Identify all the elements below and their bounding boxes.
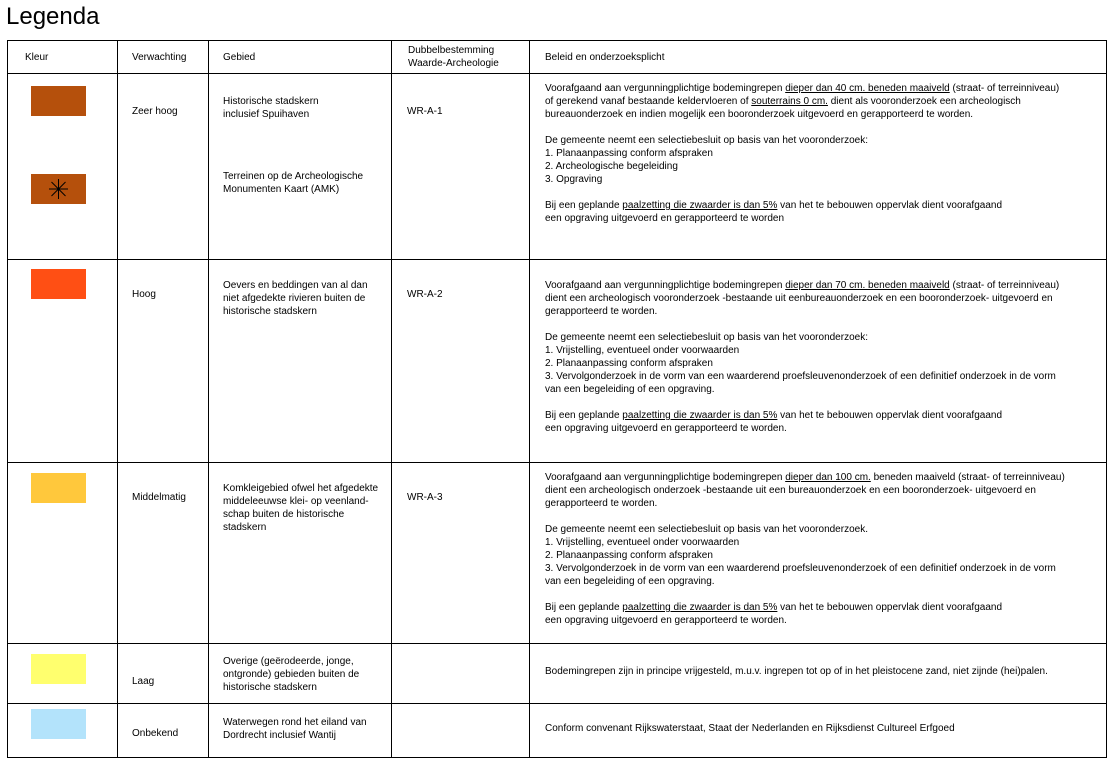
verwachting-label: Middelmatig — [132, 492, 186, 503]
gebied-text — [223, 482, 378, 534]
beleid-cell — [530, 74, 1107, 260]
table-row-hoog — [8, 260, 1107, 463]
gebied-text — [223, 655, 359, 694]
color-swatch-laag — [31, 654, 86, 684]
list-item: van een begeleiding of een opgraving. — [545, 384, 715, 395]
gebied-line: historische stadskern — [223, 306, 317, 317]
beleid-cell — [530, 704, 1107, 758]
kleur-cell — [8, 704, 118, 758]
text-underlined: dieper dan 70 cm. beneden maaiveld — [785, 280, 950, 291]
gebied-line: Oevers en beddingen van al dan — [223, 280, 368, 291]
text-underlined: paalzetting die zwaarder is dan 5% — [622, 200, 778, 211]
verwachting-label: Onbekend — [132, 728, 179, 739]
text: van het te bebouwen oppervlak dient voorafgaand — [777, 410, 1002, 421]
color-swatch-middelmatig — [31, 473, 86, 503]
text-underlined: paalzetting die zwaarder is dan 5% — [622, 410, 778, 421]
list-item: 2. Archeologische begeleiding — [545, 161, 678, 172]
color-swatch-amk — [31, 174, 86, 204]
code-label: WR-A-3 — [407, 492, 443, 503]
beleid-cell — [530, 644, 1107, 704]
list-item: 2. Planaanpassing conform afspraken — [545, 358, 713, 369]
header-beleid: Beleid en onderzoeksplicht — [530, 41, 1107, 74]
list-item: 1. Vrijstelling, eventueel onder voorwaarden — [545, 345, 740, 356]
text: bureauonderzoek en indien mogelijk een booronderzoek uitgevoerd en gerapporteerd te worden. — [545, 109, 974, 120]
list-item: 3. Vervolgonderzoek in de vorm van een waarderend proefsleuvenonderzoek of een definitief onderzoek in de vorm — [545, 371, 1056, 382]
code-cell — [392, 463, 530, 644]
gebied-cell — [209, 704, 392, 758]
code-label: WR-A-2 — [407, 289, 443, 300]
verwachting-label: Laag — [132, 676, 155, 687]
gebied-line: stadskern — [223, 522, 267, 533]
gebied-cell — [209, 260, 392, 463]
verwachting-cell — [118, 74, 209, 260]
gebied-line: middeleeuwse klei- op veenland- — [223, 496, 369, 507]
color-swatch-zeer-hoog — [31, 86, 86, 116]
code-cell — [392, 260, 530, 463]
color-swatch-hoog — [31, 269, 86, 299]
gebied-text — [223, 279, 368, 318]
color-swatch-onbekend — [31, 709, 86, 739]
header-kleur: Kleur — [8, 41, 118, 74]
text: dient een archeologisch vooronderzoek -bestaande uit eenbureauonderzoek en een booronderzoek- uitgevoerd en — [545, 293, 1053, 304]
beleid-text — [545, 82, 1059, 225]
gebied-line: ontgronde) gebieden buiten de — [223, 669, 360, 680]
gebied-line: Historische stadskern — [223, 96, 319, 107]
gebied-line: Overige (geërodeerde, jonge, — [223, 656, 354, 667]
kleur-cell — [8, 74, 118, 260]
verwachting-label: Zeer hoog — [132, 106, 178, 117]
list-item: 1. Planaanpassing conform afspraken — [545, 148, 713, 159]
text: beneden maaiveld (straat- of terreinniveau) — [870, 472, 1065, 483]
text: Voorafgaand aan vergunningplichtige bodemingrepen — [545, 280, 786, 291]
text: De gemeente neemt een selectiebesluit op basis van het vooronderzoek: — [545, 135, 868, 146]
gebied-line: historische stadskern — [223, 682, 317, 693]
table-row-onbekend — [8, 704, 1107, 758]
kleur-cell — [8, 463, 118, 644]
gebied-line: Waterwegen rond het eiland van — [223, 717, 367, 728]
header-row — [8, 41, 1107, 74]
code-cell — [392, 74, 530, 260]
gebied-line: inclusief Spuihaven — [223, 109, 310, 120]
text: gerapporteerd te worden. — [545, 306, 658, 317]
kleur-cell — [8, 644, 118, 704]
verwachting-label: Hoog — [132, 289, 156, 300]
asterisk-icon — [31, 174, 86, 204]
page-title: Legenda — [6, 3, 100, 30]
gebied-line: schap buiten de historische — [223, 509, 345, 520]
gebied-line: Komkleigebied ofwel het afgedekte — [223, 483, 379, 494]
text: Bij een geplande — [545, 410, 623, 421]
code-label: WR-A-1 — [407, 106, 443, 117]
beleid-cell — [530, 260, 1107, 463]
table-row-middelmatig — [8, 463, 1107, 644]
gebied-line: Terreinen op de Archeologische — [223, 171, 364, 182]
text: (straat- of terreinniveau) — [949, 83, 1060, 94]
text: een opgraving uitgevoerd en gerapporteerd te worden — [545, 213, 785, 224]
beleid-text: Bodemingrepen zijn in principe vrijgesteld, m.u.v. ingrepen tot op of in het pleistocene zand, niet zijnde (hei)palen. — [545, 666, 1048, 677]
text: (straat- of terreinniveau) — [949, 280, 1060, 291]
list-item: 3. Vervolgonderzoek in de vorm van een waarderend proefsleuvenonderzoek of een definitief onderzoek in de vorm — [545, 563, 1056, 574]
list-item: 3. Opgraving — [545, 174, 603, 185]
text: Voorafgaand aan vergunningplichtige bodemingrepen — [545, 83, 786, 94]
text-underlined: dieper dan 40 cm. beneden maaiveld — [785, 83, 950, 94]
gebied-line: Dordrecht inclusief Wantij — [223, 730, 337, 741]
kleur-cell — [8, 260, 118, 463]
list-item: 1. Vrijstelling, eventueel onder voorwaarden — [545, 537, 740, 548]
gebied-cell — [209, 644, 392, 704]
code-cell — [392, 704, 530, 758]
verwachting-cell — [118, 463, 209, 644]
text-underlined: paalzetting die zwaarder is dan 5% — [622, 602, 778, 613]
table-row-zeer-hoog — [8, 74, 1107, 260]
text: dient als vooronderzoek een archeologisch — [827, 96, 1021, 107]
verwachting-cell — [118, 704, 209, 758]
gebied-line: niet afgedekte rivieren buiten de — [223, 293, 366, 304]
gebied-amk — [223, 170, 363, 196]
table-row-laag — [8, 644, 1107, 704]
list-item: van een begeleiding of een opgraving. — [545, 576, 715, 587]
text: of gerekend vanaf bestaande keldervloeren of — [545, 96, 752, 107]
verwachting-cell — [118, 260, 209, 463]
header-verwachting: Verwachting — [118, 41, 209, 74]
text: De gemeente neemt een selectiebesluit op basis van het vooronderzoek. — [545, 524, 868, 535]
header-dubbelbestemming — [392, 41, 530, 74]
list-item: 2. Planaanpassing conform afspraken — [545, 550, 713, 561]
text: De gemeente neemt een selectiebesluit op basis van het vooronderzoek: — [545, 332, 868, 343]
text: van het te bebouwen oppervlak dient voorafgaand — [777, 200, 1002, 211]
text: Bij een geplande — [545, 200, 623, 211]
text: gerapporteerd te worden. — [545, 498, 658, 509]
text-underlined: souterrains 0 cm. — [751, 96, 828, 107]
gebied-cell — [209, 74, 392, 260]
header-dubbel-line2: Waarde-Archeologie — [408, 58, 499, 69]
legend-table — [7, 40, 1107, 758]
gebied-line: Monumenten Kaart (AMK) — [223, 184, 340, 195]
text: Voorafgaand aan vergunningplichtige bodemingrepen — [545, 472, 786, 483]
text: Bij een geplande — [545, 602, 623, 613]
beleid-cell — [530, 463, 1107, 644]
verwachting-cell — [118, 644, 209, 704]
gebied-historische-stadskern — [223, 95, 319, 121]
text: dient een archeologisch onderzoek -bestaande uit een bureauonderzoek en een booronderzoek- uitgevoerd en — [545, 485, 1036, 496]
text: van het te bebouwen oppervlak dient voorafgaand — [777, 602, 1002, 613]
text: een opgraving uitgevoerd en gerapporteerd te worden. — [545, 615, 787, 626]
text: een opgraving uitgevoerd en gerapporteerd te worden. — [545, 423, 787, 434]
gebied-text — [223, 716, 367, 742]
beleid-text: Conform convenant Rijkswaterstaat, Staat der Nederlanden en Rijksdienst Cultureel Erfgoed — [545, 723, 955, 734]
code-cell — [392, 644, 530, 704]
text-underlined: dieper dan 100 cm. — [785, 472, 871, 483]
header-dubbel-line1: Dubbelbestemming — [408, 45, 495, 56]
beleid-text — [545, 471, 1065, 627]
beleid-text — [545, 279, 1059, 435]
header-gebied: Gebied — [209, 41, 392, 74]
gebied-cell — [209, 463, 392, 644]
